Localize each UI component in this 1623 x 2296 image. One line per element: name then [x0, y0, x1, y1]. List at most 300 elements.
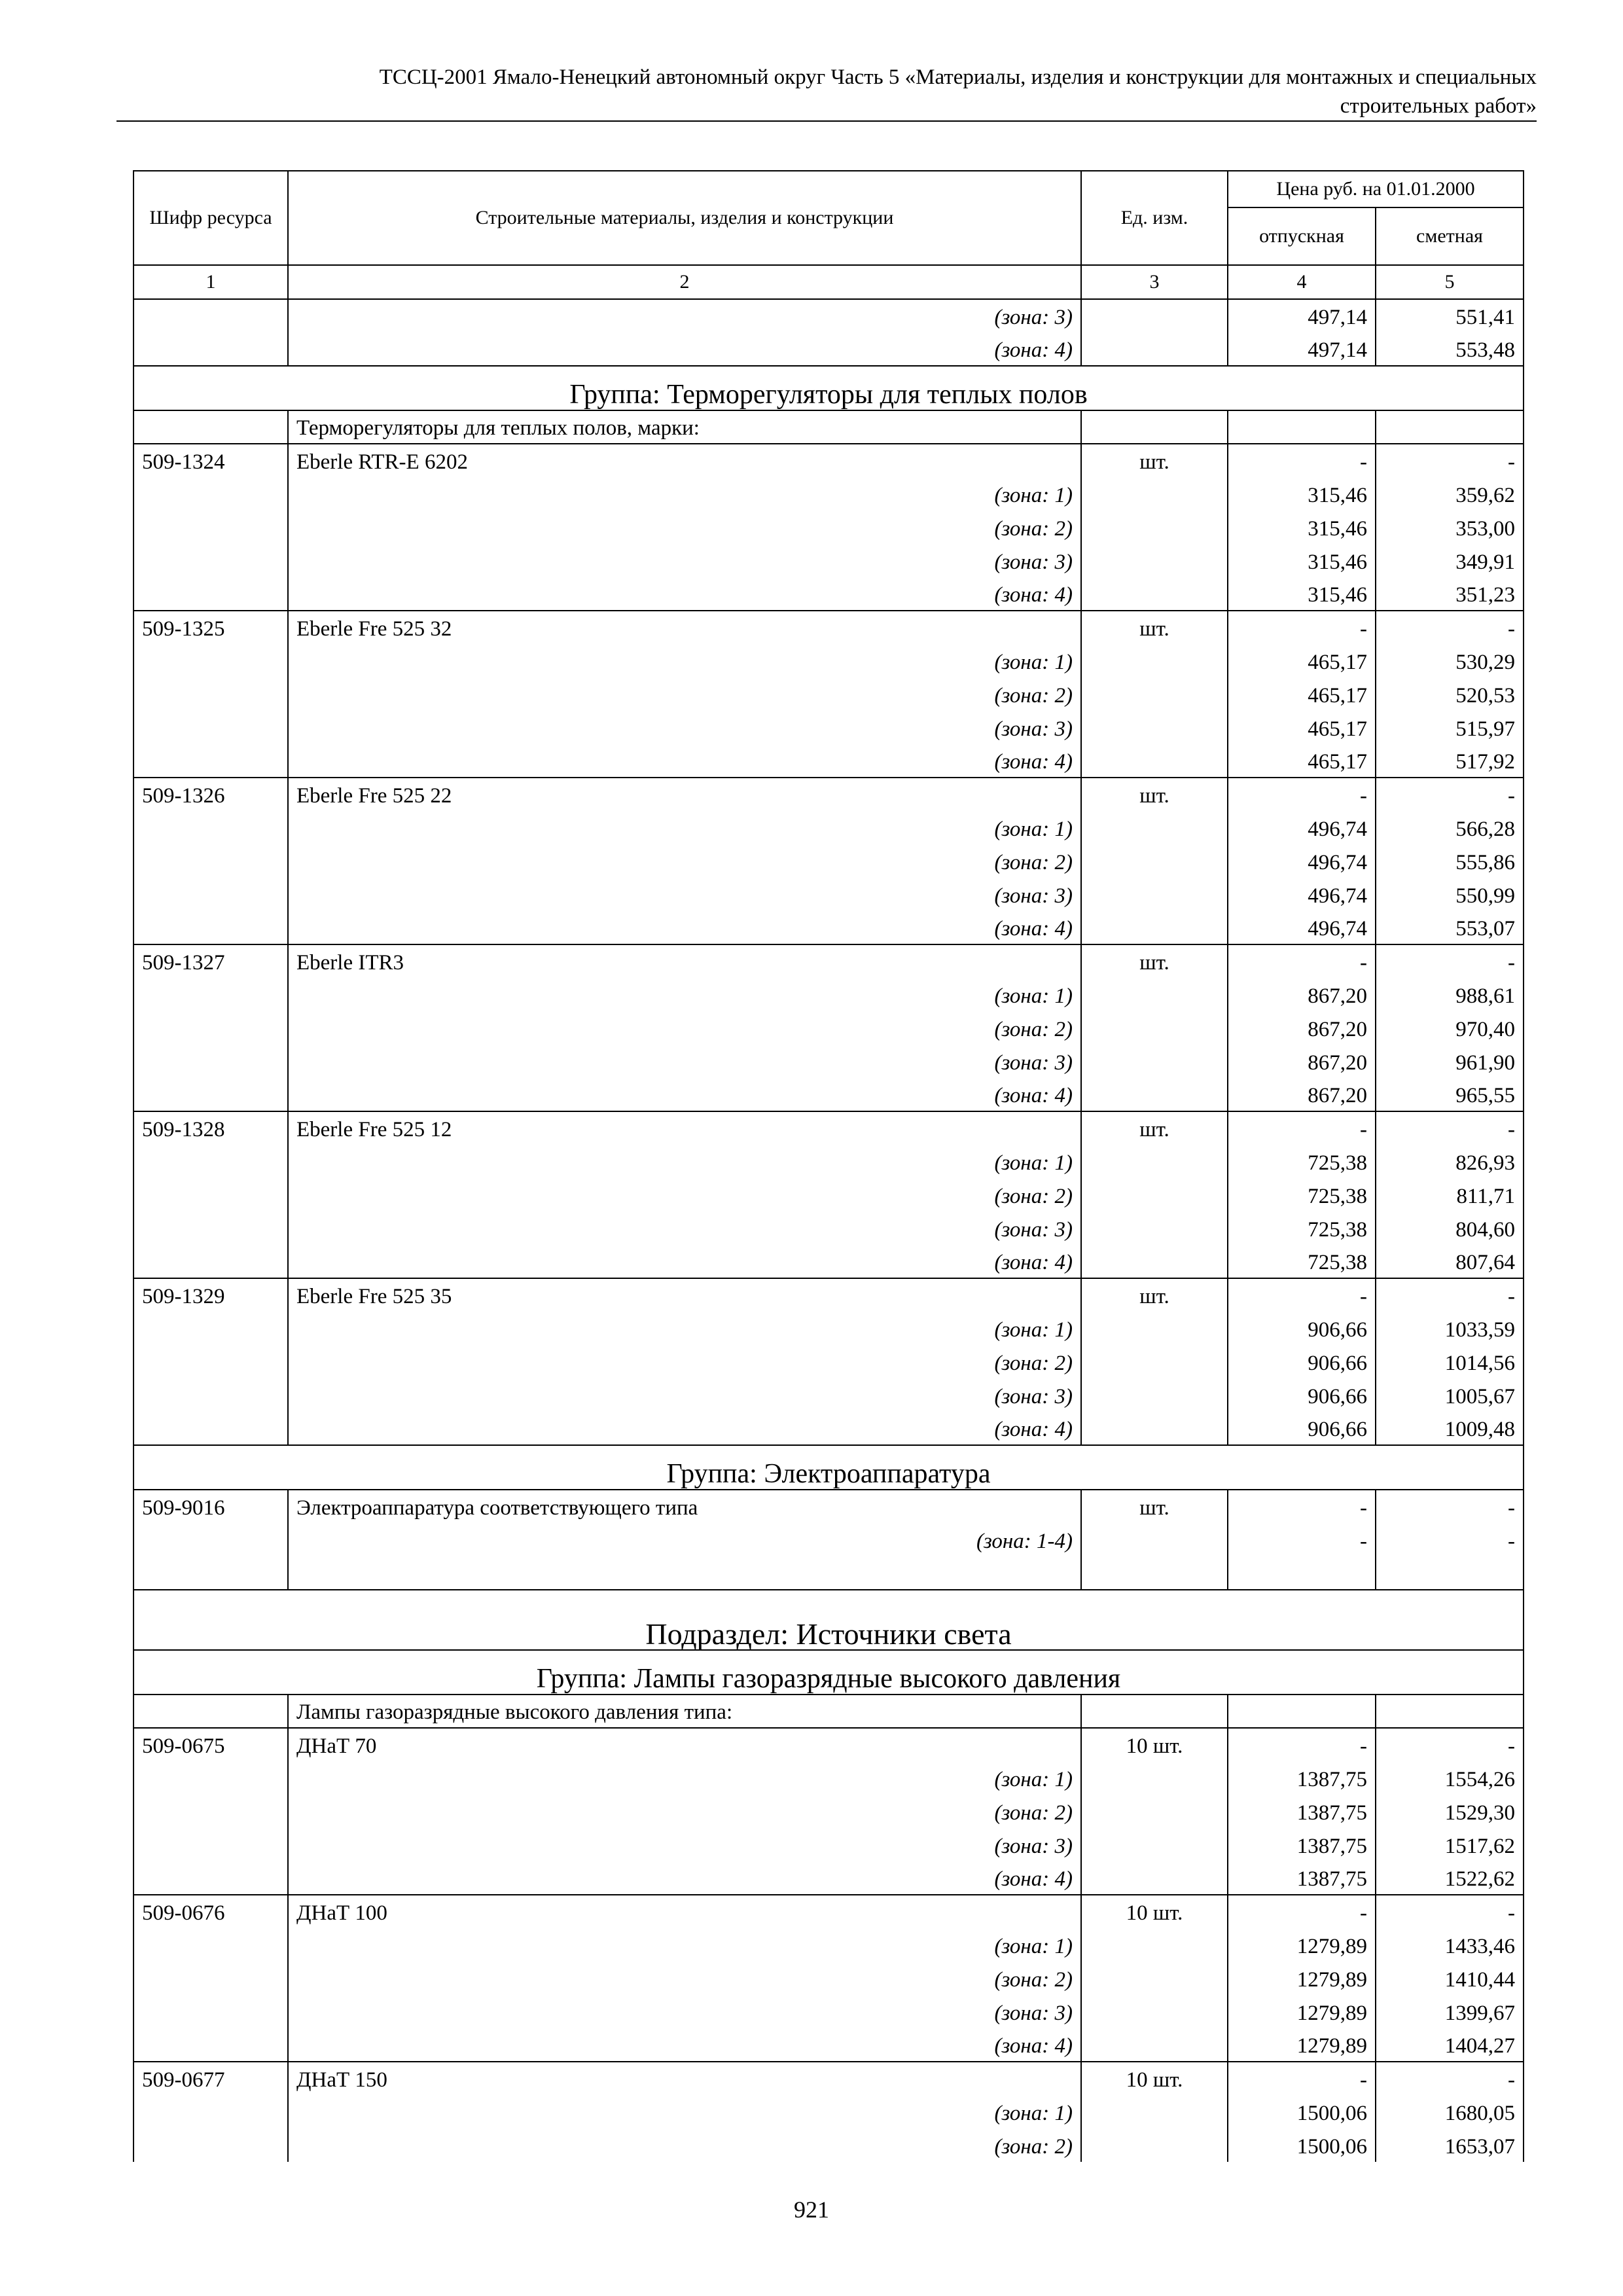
material-name: Eberle RTR-E 6202 — [288, 444, 1081, 477]
zone-label: (зона: 4) — [288, 744, 1081, 778]
estimate-price-cell: 1005,67 — [1376, 1378, 1524, 1412]
table-row — [134, 1111, 1524, 1145]
estimate-price-cell: 515,97 — [1376, 711, 1524, 744]
spacer-cell — [134, 1556, 288, 1590]
estimate-price-cell — [1376, 410, 1524, 444]
spacer-cell — [288, 1556, 1081, 1590]
resource-code: 509-0677 — [134, 2062, 288, 2095]
resource-code — [134, 1523, 288, 1556]
running-header-line-1: ТССЦ-2001 Ямало-Ненецкий автономный округ Часть 5 «Материалы, изделия и конструкции для монтажных и специальных — [379, 65, 1537, 89]
estimate-price-cell: 970,40 — [1376, 1011, 1524, 1045]
resource-code — [134, 1995, 288, 2028]
column-header-unit: Ед. изм. — [1081, 171, 1228, 265]
column-number: 5 — [1376, 265, 1524, 299]
release-price-cell: 1279,89 — [1228, 1928, 1376, 1962]
zone-label: (зона: 4) — [288, 1861, 1081, 1895]
zone-row — [134, 1928, 1524, 1962]
zone-row — [134, 2095, 1524, 2128]
estimate-price-cell: 1410,44 — [1376, 1962, 1524, 1995]
intro-row — [134, 1695, 1524, 1728]
material-name: Eberle Fre 525 22 — [288, 778, 1081, 811]
group-row — [134, 1445, 1524, 1490]
zone-label: (зона: 1) — [288, 1312, 1081, 1345]
estimate-price-cell: 1653,07 — [1376, 2128, 1524, 2162]
resource-code — [134, 1245, 288, 1278]
header-divider — [116, 120, 1537, 122]
release-price-cell: 497,14 — [1228, 299, 1376, 332]
release-price-cell: 725,38 — [1228, 1145, 1376, 1178]
estimate-price-cell: - — [1376, 778, 1524, 811]
estimate-price-cell: - — [1376, 2062, 1524, 2095]
resource-code — [134, 511, 288, 544]
zone-row — [134, 911, 1524, 944]
resource-code — [134, 1312, 288, 1345]
estimate-price-cell: 1014,56 — [1376, 1345, 1524, 1378]
zone-row — [134, 2028, 1524, 2062]
zone-row — [134, 1345, 1524, 1378]
estimate-price-cell: 1009,48 — [1376, 1412, 1524, 1445]
group-title: Группа: Терморегуляторы для теплых полов — [134, 366, 1524, 410]
group-row — [134, 1650, 1524, 1695]
estimate-price-cell: 826,93 — [1376, 1145, 1524, 1178]
resource-code — [134, 1145, 288, 1178]
column-number: 3 — [1081, 265, 1228, 299]
zone-label: (зона: 2) — [288, 2128, 1081, 2162]
estimate-price-cell: 1529,30 — [1376, 1795, 1524, 1828]
unit-cell — [1081, 332, 1228, 366]
resource-code — [134, 711, 288, 744]
release-price-cell: 496,74 — [1228, 844, 1376, 878]
group-title: Группа: Лампы газоразрядные высокого давления — [134, 1650, 1524, 1695]
release-price-cell: 906,66 — [1228, 1345, 1376, 1378]
estimate-price-cell: - — [1376, 1728, 1524, 1761]
release-price-cell: - — [1228, 778, 1376, 811]
zone-row — [134, 1962, 1524, 1995]
zone-label: (зона: 3) — [288, 299, 1081, 332]
zone-label: (зона: 1) — [288, 2095, 1081, 2128]
zone-label: (зона: 2) — [288, 511, 1081, 544]
resource-code — [134, 332, 288, 366]
zone-row — [134, 332, 1524, 366]
resource-code: 509-1327 — [134, 944, 288, 978]
unit-cell — [1081, 2095, 1228, 2128]
zone-row — [134, 644, 1524, 677]
zone-row — [134, 299, 1524, 332]
unit-cell — [1081, 299, 1228, 332]
resource-code — [134, 744, 288, 778]
zone-row — [134, 1861, 1524, 1895]
unit-cell: шт. — [1081, 778, 1228, 811]
column-number: 4 — [1228, 265, 1376, 299]
zone-label: (зона: 1) — [288, 644, 1081, 677]
release-price-cell: 906,66 — [1228, 1378, 1376, 1412]
resource-code — [134, 1378, 288, 1412]
table-row — [134, 1278, 1524, 1312]
resource-code — [134, 2028, 288, 2062]
resource-code: 509-1326 — [134, 778, 288, 811]
estimate-price-cell: - — [1376, 1490, 1524, 1523]
estimate-price-cell: 807,64 — [1376, 1245, 1524, 1278]
unit-cell — [1081, 1178, 1228, 1211]
zone-row — [134, 544, 1524, 577]
unit-cell — [1081, 811, 1228, 844]
resource-code — [134, 1695, 288, 1728]
estimate-price-cell: 1433,46 — [1376, 1928, 1524, 1962]
material-name: ДНаТ 70 — [288, 1728, 1081, 1761]
unit-cell: 10 шт. — [1081, 1728, 1228, 1761]
estimate-price-cell: 520,53 — [1376, 677, 1524, 711]
resource-code — [134, 1078, 288, 1111]
release-price-cell: - — [1228, 2062, 1376, 2095]
release-price-cell: 867,20 — [1228, 1045, 1376, 1078]
unit-cell — [1081, 577, 1228, 611]
unit-cell — [1081, 1695, 1228, 1728]
zone-label: (зона: 4) — [288, 1245, 1081, 1278]
column-number: 2 — [288, 265, 1081, 299]
release-price-cell: 867,20 — [1228, 1011, 1376, 1045]
unit-cell: шт. — [1081, 1490, 1228, 1523]
release-price-cell: 906,66 — [1228, 1412, 1376, 1445]
zone-label: (зона: 4) — [288, 1412, 1081, 1445]
release-price-cell: 725,38 — [1228, 1211, 1376, 1245]
unit-cell — [1081, 1211, 1228, 1245]
zone-label: (зона: 2) — [288, 844, 1081, 878]
zone-label: (зона: 2) — [288, 1178, 1081, 1211]
zone-label: (зона: 1) — [288, 477, 1081, 511]
release-price-cell: 1500,06 — [1228, 2128, 1376, 2162]
release-price-cell: 465,17 — [1228, 644, 1376, 677]
unit-cell — [1081, 1828, 1228, 1861]
release-price-cell: - — [1228, 1728, 1376, 1761]
release-price-cell: 315,46 — [1228, 544, 1376, 577]
unit-cell — [1081, 1011, 1228, 1045]
zone-row — [134, 1211, 1524, 1245]
unit-cell — [1081, 878, 1228, 911]
estimate-price-cell: 349,91 — [1376, 544, 1524, 577]
estimate-price-cell: 811,71 — [1376, 1178, 1524, 1211]
unit-cell — [1081, 1861, 1228, 1895]
material-name: Eberle ITR3 — [288, 944, 1081, 978]
zone-label: (зона: 2) — [288, 1345, 1081, 1378]
spacer-cell — [1081, 1556, 1228, 1590]
table-row — [134, 778, 1524, 811]
zone-label: (зона: 2) — [288, 1962, 1081, 1995]
zone-row — [134, 1245, 1524, 1278]
zone-row — [134, 1145, 1524, 1178]
zone-label: (зона: 4) — [288, 1078, 1081, 1111]
running-header-line-2: строительных работ» — [1340, 94, 1537, 118]
zone-row — [134, 811, 1524, 844]
estimate-price-cell: 1517,62 — [1376, 1828, 1524, 1861]
resource-code — [134, 677, 288, 711]
zone-label: (зона: 4) — [288, 911, 1081, 944]
zone-label: (зона: 1-4) — [288, 1523, 1081, 1556]
release-price-cell: 465,17 — [1228, 711, 1376, 744]
zone-label: (зона: 2) — [288, 1011, 1081, 1045]
column-header-name: Строительные материалы, изделия и конструкции — [288, 171, 1081, 265]
zone-row — [134, 1523, 1524, 1556]
release-price-cell: 496,74 — [1228, 878, 1376, 911]
zone-label: (зона: 1) — [288, 811, 1081, 844]
zone-label: (зона: 1) — [288, 1761, 1081, 1795]
release-price-cell: 1387,75 — [1228, 1861, 1376, 1895]
unit-cell — [1081, 911, 1228, 944]
unit-cell: 10 шт. — [1081, 1895, 1228, 1928]
zone-row — [134, 1078, 1524, 1111]
column-header-release-price: отпускная — [1228, 207, 1376, 265]
resource-code — [134, 1011, 288, 1045]
zone-label: (зона: 4) — [288, 332, 1081, 366]
release-price-cell: 1500,06 — [1228, 2095, 1376, 2128]
material-name: Eberle Fre 525 32 — [288, 611, 1081, 644]
estimate-price-cell: 566,28 — [1376, 811, 1524, 844]
material-name: ДНаТ 150 — [288, 2062, 1081, 2095]
unit-cell — [1081, 844, 1228, 878]
release-price-cell: 1387,75 — [1228, 1795, 1376, 1828]
resource-code — [134, 1412, 288, 1445]
resource-code — [134, 299, 288, 332]
zone-row — [134, 577, 1524, 611]
page-number: 921 — [794, 2197, 829, 2223]
zone-row — [134, 1828, 1524, 1861]
estimate-price-cell: - — [1376, 1278, 1524, 1312]
unit-cell — [1081, 544, 1228, 577]
unit-cell — [1081, 677, 1228, 711]
zone-row — [134, 1178, 1524, 1211]
unit-cell — [1081, 1795, 1228, 1828]
estimate-price-cell: 1522,62 — [1376, 1861, 1524, 1895]
estimate-price-cell: 1033,59 — [1376, 1312, 1524, 1345]
release-price-cell: 1279,89 — [1228, 1962, 1376, 1995]
unit-cell — [1081, 1245, 1228, 1278]
release-price-cell: 725,38 — [1228, 1245, 1376, 1278]
release-price-cell: - — [1228, 1523, 1376, 1556]
material-name: ДНаТ 100 — [288, 1895, 1081, 1928]
estimate-price-cell: - — [1376, 1111, 1524, 1145]
resource-code: 509-1325 — [134, 611, 288, 644]
zone-label: (зона: 3) — [288, 878, 1081, 911]
zone-row — [134, 1045, 1524, 1078]
resource-code — [134, 577, 288, 611]
table-body — [134, 299, 1524, 2162]
unit-cell: 10 шт. — [1081, 2062, 1228, 2095]
zone-label: (зона: 4) — [288, 2028, 1081, 2062]
unit-cell: шт. — [1081, 444, 1228, 477]
zone-row — [134, 844, 1524, 878]
estimate-price-cell: 530,29 — [1376, 644, 1524, 677]
zone-row — [134, 1412, 1524, 1445]
estimate-price-cell: 1680,05 — [1376, 2095, 1524, 2128]
unit-cell — [1081, 1378, 1228, 1412]
estimate-price-cell: - — [1376, 1895, 1524, 1928]
release-price-cell: 1279,89 — [1228, 2028, 1376, 2062]
resource-code: 509-1328 — [134, 1111, 288, 1145]
resource-code — [134, 2128, 288, 2162]
estimate-price-cell: 353,00 — [1376, 511, 1524, 544]
release-price-cell: - — [1228, 1278, 1376, 1312]
resource-code — [134, 644, 288, 677]
column-header-code: Шифр ресурса — [134, 171, 288, 265]
unit-cell — [1081, 644, 1228, 677]
resource-code — [134, 911, 288, 944]
resource-code — [134, 1345, 288, 1378]
zone-row — [134, 477, 1524, 511]
column-header-estimate-price: сметная — [1376, 207, 1524, 265]
unit-cell: шт. — [1081, 1111, 1228, 1145]
intro-text: Лампы газоразрядные высокого давления типа: — [288, 1695, 1081, 1728]
zone-label: (зона: 2) — [288, 677, 1081, 711]
unit-cell: шт. — [1081, 944, 1228, 978]
intro-text: Терморегуляторы для теплых полов, марки: — [288, 410, 1081, 444]
estimate-price-cell: 550,99 — [1376, 878, 1524, 911]
estimate-price-cell: 961,90 — [1376, 1045, 1524, 1078]
unit-cell — [1081, 1312, 1228, 1345]
resource-code — [134, 978, 288, 1011]
release-price-cell: 496,74 — [1228, 811, 1376, 844]
estimate-price-cell: 1399,67 — [1376, 1995, 1524, 2028]
zone-label: (зона: 3) — [288, 1995, 1081, 2028]
estimate-price-cell: 1404,27 — [1376, 2028, 1524, 2062]
material-name: Eberle Fre 525 35 — [288, 1278, 1081, 1312]
unit-cell — [1081, 1962, 1228, 1995]
resource-code — [134, 1962, 288, 1995]
resource-code — [134, 1045, 288, 1078]
estimate-price-cell: 553,48 — [1376, 332, 1524, 366]
release-price-cell: 906,66 — [1228, 1312, 1376, 1345]
release-price-cell: 725,38 — [1228, 1178, 1376, 1211]
estimate-price-cell: 517,92 — [1376, 744, 1524, 778]
zone-row — [134, 677, 1524, 711]
zone-label: (зона: 1) — [288, 978, 1081, 1011]
table-row — [134, 1895, 1524, 1928]
resource-code: 509-1324 — [134, 444, 288, 477]
table-row — [134, 1490, 1524, 1523]
spacer-row — [134, 1556, 1524, 1590]
release-price-cell: 867,20 — [1228, 978, 1376, 1011]
zone-label: (зона: 3) — [288, 544, 1081, 577]
zone-label: (зона: 4) — [288, 577, 1081, 611]
estimate-price-cell: 804,60 — [1376, 1211, 1524, 1245]
resource-code — [134, 811, 288, 844]
unit-cell — [1081, 410, 1228, 444]
unit-cell — [1081, 1995, 1228, 2028]
estimate-price-cell: - — [1376, 444, 1524, 477]
zone-row — [134, 978, 1524, 1011]
table-row — [134, 944, 1524, 978]
resource-code — [134, 844, 288, 878]
unit-cell — [1081, 978, 1228, 1011]
zone-row — [134, 1795, 1524, 1828]
unit-cell — [1081, 1145, 1228, 1178]
estimate-price-cell: 551,41 — [1376, 299, 1524, 332]
zone-label: (зона: 3) — [288, 711, 1081, 744]
release-price-cell: - — [1228, 1490, 1376, 1523]
estimate-price-cell: - — [1376, 611, 1524, 644]
column-header-price-group: Цена руб. на 01.01.2000 — [1228, 171, 1524, 207]
resource-code: 509-1329 — [134, 1278, 288, 1312]
unit-cell — [1081, 1523, 1228, 1556]
group-row — [134, 366, 1524, 410]
unit-cell — [1081, 1078, 1228, 1111]
release-price-cell: - — [1228, 1895, 1376, 1928]
unit-cell — [1081, 744, 1228, 778]
zone-row — [134, 1011, 1524, 1045]
resource-code — [134, 1761, 288, 1795]
release-price-cell: 315,46 — [1228, 511, 1376, 544]
zone-label: (зона: 3) — [288, 1828, 1081, 1861]
subsection-row — [134, 1590, 1524, 1650]
zone-label: (зона: 1) — [288, 1928, 1081, 1962]
release-price-cell: 465,17 — [1228, 744, 1376, 778]
release-price-cell: 497,14 — [1228, 332, 1376, 366]
column-number: 1 — [134, 265, 288, 299]
running-header — [116, 63, 1537, 120]
zone-row — [134, 1761, 1524, 1795]
release-price-cell: - — [1228, 944, 1376, 978]
estimate-price-cell: 965,55 — [1376, 1078, 1524, 1111]
spacer-cell — [1228, 1556, 1376, 1590]
estimate-price-cell: 555,86 — [1376, 844, 1524, 878]
unit-cell — [1081, 1345, 1228, 1378]
material-name: Электроаппаратура соответствующего типа — [288, 1490, 1081, 1523]
resource-code — [134, 544, 288, 577]
zone-row — [134, 878, 1524, 911]
zone-label: (зона: 2) — [288, 1795, 1081, 1828]
unit-cell — [1081, 2128, 1228, 2162]
unit-cell — [1081, 1045, 1228, 1078]
estimate-price-cell: 988,61 — [1376, 978, 1524, 1011]
release-price-cell: 867,20 — [1228, 1078, 1376, 1111]
unit-cell — [1081, 1412, 1228, 1445]
release-price-cell: - — [1228, 611, 1376, 644]
resource-code — [134, 1828, 288, 1861]
estimate-price-cell: 359,62 — [1376, 477, 1524, 511]
resource-code — [134, 2095, 288, 2128]
estimate-price-cell: - — [1376, 944, 1524, 978]
zone-row — [134, 1312, 1524, 1345]
release-price-cell: 315,46 — [1228, 477, 1376, 511]
resource-code — [134, 410, 288, 444]
intro-row — [134, 410, 1524, 444]
zone-label: (зона: 1) — [288, 1145, 1081, 1178]
resource-code — [134, 1795, 288, 1828]
release-price-cell — [1228, 1695, 1376, 1728]
release-price-cell: - — [1228, 1111, 1376, 1145]
unit-cell — [1081, 711, 1228, 744]
zone-label: (зона: 3) — [288, 1378, 1081, 1412]
resource-code: 509-0676 — [134, 1895, 288, 1928]
release-price-cell: - — [1228, 444, 1376, 477]
zone-row — [134, 711, 1524, 744]
subsection-title: Подраздел: Источники света — [134, 1590, 1524, 1650]
material-name: Eberle Fre 525 12 — [288, 1111, 1081, 1145]
unit-cell — [1081, 1928, 1228, 1962]
release-price-cell: 496,74 — [1228, 911, 1376, 944]
unit-cell — [1081, 511, 1228, 544]
resource-code: 509-9016 — [134, 1490, 288, 1523]
estimate-price-cell: 351,23 — [1376, 577, 1524, 611]
release-price-cell — [1228, 410, 1376, 444]
estimate-price-cell — [1376, 1695, 1524, 1728]
table-row — [134, 2062, 1524, 2095]
unit-cell — [1081, 2028, 1228, 2062]
estimate-price-cell: 553,07 — [1376, 911, 1524, 944]
release-price-cell: 1279,89 — [1228, 1995, 1376, 2028]
group-title: Группа: Электроаппаратура — [134, 1445, 1524, 1490]
table-row — [134, 611, 1524, 644]
price-table — [133, 170, 1524, 2162]
release-price-cell: 465,17 — [1228, 677, 1376, 711]
